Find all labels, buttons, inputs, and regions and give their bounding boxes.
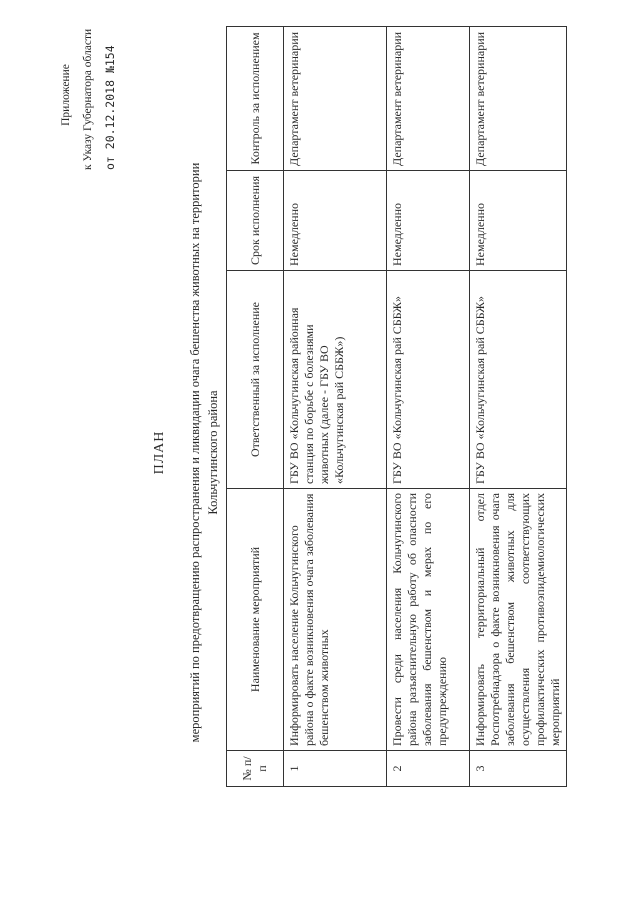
cell-responsible: ГБУ ВО «Кольчугинская рай СББЖ» <box>470 271 567 489</box>
cell-num: 1 <box>284 751 387 787</box>
table-header-row <box>227 27 284 787</box>
table-row <box>284 27 387 787</box>
appendix-label: Приложение <box>60 64 72 126</box>
cell-name: Информировать территориальный отдел Роспотребнадзора о факте возникновения очага заболевания бешенством животных для осуществления соответствующих профилактических противоэпидемиологических мероприятий <box>470 489 567 751</box>
cell-name: Провести среди населения Кольчугинского района разъяснительную работу об опасности заболевания бешенством и мерах по его предупреждению <box>387 489 470 751</box>
header-control: Контроль за исполнением <box>227 27 284 171</box>
cell-control: Департамент ветеринарии <box>470 27 567 171</box>
cell-responsible: ГБУ ВО «Кольчугинская районная станция по борьбе с болезнями животных (далее - ГБУ ВО «Кольчугинская рай СББЖ») <box>284 271 387 489</box>
cell-control: Департамент ветеринарии <box>387 27 470 171</box>
document-subtitle <box>186 0 222 905</box>
decree-reference: к Указу Губернатора области <box>82 28 94 170</box>
document-title: ПЛАН <box>152 430 167 475</box>
header-num: № п/п <box>227 751 284 787</box>
cell-deadline: Немедленно <box>284 171 387 271</box>
subtitle-line-1: мероприятий по предотвращению распространения и ликвидации очага бешенства животных на территории <box>188 162 202 743</box>
appendix-header <box>55 20 121 170</box>
cell-num: 3 <box>470 751 567 787</box>
cell-deadline: Немедленно <box>387 171 470 271</box>
header-name: Наименование мероприятий <box>227 489 284 751</box>
cell-name: Информировать население Кольчугинского района о факте возникновения очага заболевания бешенством животных <box>284 489 387 751</box>
cell-responsible: ГБУ ВО «Кольчугинская рай СББЖ» <box>387 271 470 489</box>
header-responsible: Ответственный за исполнение <box>227 271 284 489</box>
cell-num: 2 <box>387 751 470 787</box>
cell-deadline: Немедленно <box>470 171 567 271</box>
table-row <box>387 27 470 787</box>
table-row <box>470 27 567 787</box>
subtitle-line-2: Кольчугинского района <box>206 390 220 515</box>
plan-table <box>226 26 567 787</box>
decree-date-number: от 20.12.2018 №154 <box>103 45 117 170</box>
cell-control: Департамент ветеринарии <box>284 27 387 171</box>
header-deadline: Срок исполнения <box>227 171 284 271</box>
